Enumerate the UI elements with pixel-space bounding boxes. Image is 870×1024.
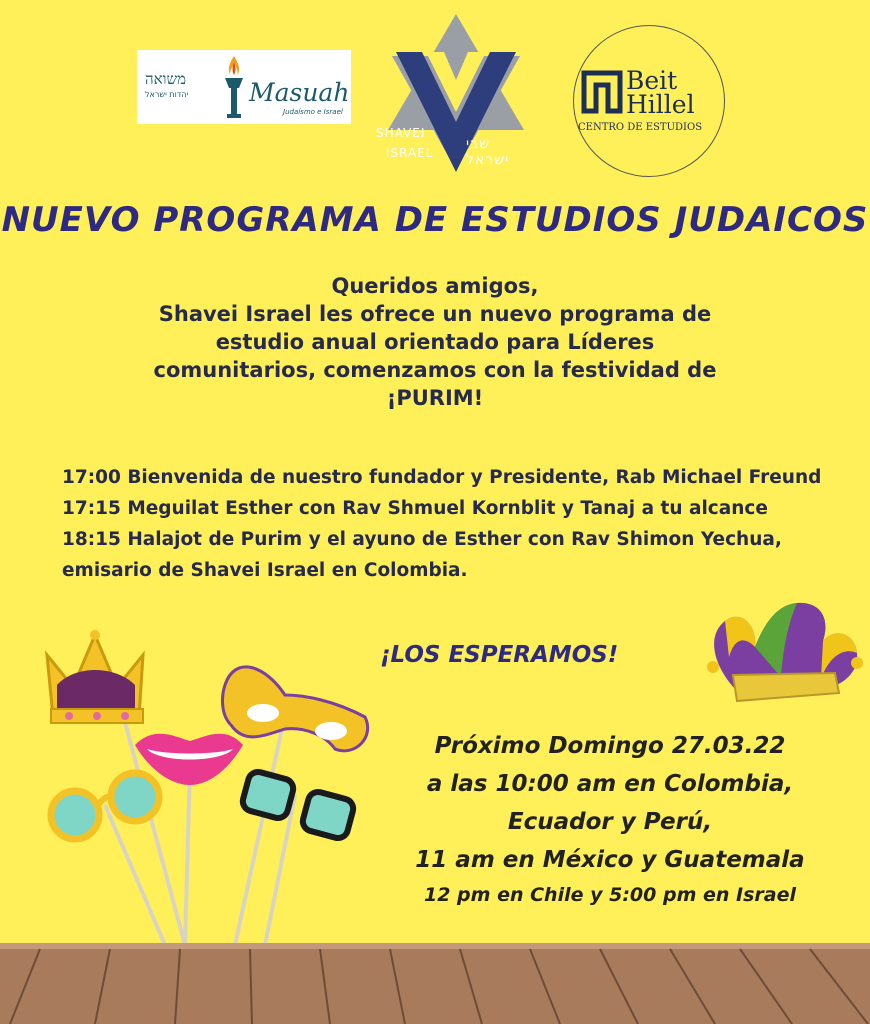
schedule-item: 17:00 Bienvenida de nuestro fundador y Presidente, Rab Michael Freund xyxy=(62,467,822,488)
masuah-hebrew-name: משואה xyxy=(145,70,186,88)
masuah-logo xyxy=(137,50,351,124)
intro-line: Shavei Israel les ofrece un nuevo programa de xyxy=(158,302,712,326)
crown-icon xyxy=(47,630,143,723)
beit-hillel-mark-icon xyxy=(581,70,623,114)
event-details xyxy=(370,727,850,911)
los-esperamos-text: ¡LOS ESPERAMOS! xyxy=(380,642,619,668)
masuah-hebrew-subtitle: יהדות ישראל xyxy=(145,90,189,99)
schedule-item: emisario de Shavei Israel en Colombia. xyxy=(62,560,468,581)
centro-text: CENTRO DE ESTUDIOS xyxy=(578,122,703,133)
beit-hillel-logo xyxy=(573,25,725,177)
event-time-line: 12 pm en Chile y 5:00 pm en Israel xyxy=(424,884,796,906)
schedule-item: 17:15 Meguilat Esther con Rav Shmuel Kornblit y Tanaj a tu alcance xyxy=(62,498,768,519)
intro-text xyxy=(100,272,770,412)
shavei-hebrew-text: שבי ישראל xyxy=(466,136,510,168)
event-time-line: 11 am en México y Guatemala xyxy=(415,847,805,873)
intro-line: ¡PURIM! xyxy=(386,386,484,410)
eye-mask-icon xyxy=(223,667,368,751)
shavei-israel-logo xyxy=(376,12,530,177)
event-time-line: a las 10:00 am en Colombia, xyxy=(426,771,794,797)
jester-hat-icon xyxy=(705,597,865,707)
page-title: NUEVO PROGRAMA DE ESTUDIOS JUDAICOS xyxy=(1,200,869,240)
shavei-text: SHAVEI xyxy=(376,126,426,140)
torch-icon xyxy=(219,54,249,120)
beit-text: Beit xyxy=(626,66,678,95)
schedule-item: 18:15 Halajot de Purim y el ayuno de Esther con Rav Shimon Yechua, xyxy=(62,529,782,550)
masuah-name: Masuah xyxy=(249,78,350,107)
masuah-subtitle: Judaísmo e Israel xyxy=(283,108,343,116)
purim-props-illustration xyxy=(35,625,395,955)
event-date: Próximo Domingo 27.03.22 xyxy=(434,733,786,759)
wooden-floor xyxy=(0,943,870,1024)
event-time-line: Ecuador y Perú, xyxy=(507,809,713,835)
sunglasses-icon xyxy=(241,770,356,841)
intro-line: estudio anual orientado para Líderes xyxy=(215,330,655,354)
schedule xyxy=(62,462,852,586)
intro-line: Queridos amigos, xyxy=(331,274,539,298)
israel-text: ISRAEL xyxy=(386,146,434,160)
hillel-text: Hillel xyxy=(626,90,695,119)
intro-line: comunitarios, comenzamos con la festividad de xyxy=(153,358,717,382)
